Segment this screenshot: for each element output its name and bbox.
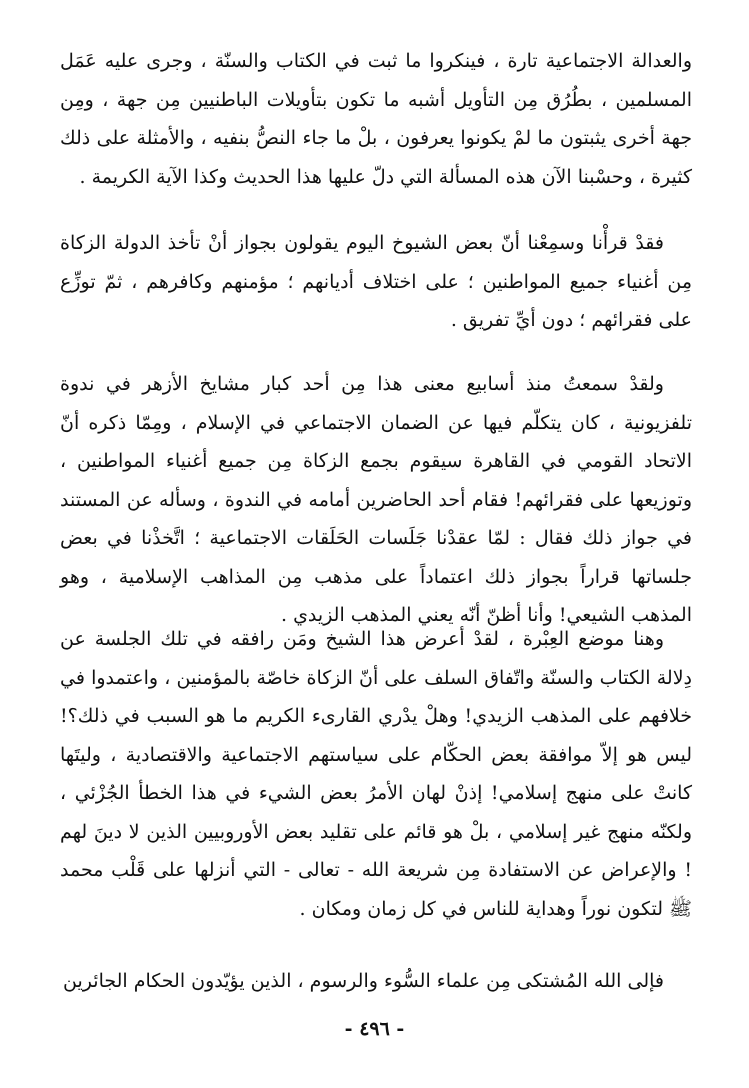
paragraph-4	[60, 620, 692, 928]
page-number: - ٤٩٦ -	[344, 1018, 405, 1040]
paragraph-text: والعدالة الاجتماعية تارة ، فينكروا ما ثبت في الكتاب والسنّة ، وجرى عليه عَمَل المسلمين ، بطُرُق مِن التأويل أشبه ما تكون بتأويلات الباطنيين مِن جهة ، ومِن جهة أخرى يثبتون ما لمْ يكونوا يعرفون ، بلْ ما جاء النصُّ بنفيه ، والأمثلة على ذلك كثيرة ، وحسْبنا الآن هذه المسألة التي دلّ عليها هذا الحديث وكذا الآية الكريمة .	[60, 50, 692, 188]
paragraph-text: فقدْ قرأْنا وسمِعْنا أنّ بعض الشيوخ اليوم يقولون بجواز أنْ تأخذ الدولة الزكاة مِن أغنياء جميع المواطنين ؛ على اختلاف أديانهم ؛ مؤمنهم وكافرهم ، ثمّ توزِّع على فقرائهم ؛ دون أيِّ تفريق .	[60, 232, 692, 331]
paragraph-text: وهنا موضع العِبْرة ، لقدْ أعرض هذا الشيخ ومَن رافقه في تلك الجلسة عن دِلالة الكتاب والسنّة واتّفاق السلف على أنّ الزكاة خاصّة بالمؤمنين ، واعتمدوا في خلافهم على المذهب الزيدي! وهلْ يدْري القارىء الكريم ما هو السبب في ذلك؟! ليس هو إلاّ موافقة بعض الحكّام على سياستهم الاجتماعية والاقتصادية ، وليتَها كانتْ على منهج إسلامي! إذنْ لهان الأمرُ بعض الشيء في هذا الخطأ الجُزْئي ، ولكنّه منهج غير إسلامي ، بلْ هو قائم على تقليد بعض الأوروبيين الذين لا دينَ لهم ! والإعراض عن الاستفادة مِن شريعة الله - تعالى - التي أنزلها على قَلْب محمد ﷺ لتكون نوراً وهداية للناس في كل زمان ومكان .	[60, 628, 692, 920]
paragraph-5	[60, 962, 692, 1001]
paragraph-text: فإلى الله المُشتكى مِن علماء السُّوء والرسوم ، الذين يؤيّدون الحكام الجائرين	[63, 970, 664, 992]
paragraph-3	[60, 365, 692, 635]
paragraph-1	[60, 42, 692, 196]
paragraph-2	[60, 224, 692, 340]
paragraph-text: ولقدْ سمعتُ منذ أسابيع معنى هذا مِن أحد كبار مشايخ الأزهر في ندوة تلفزيونية ، كان يتكلّم فيها عن الضمان الاجتماعي في الإسلام ، ومِمّا ذكره أنّ الاتحاد القومي في القاهرة سيقوم بجمع الزكاة مِن جميع أغنياء المواطنين ، وتوزيعها على فقرائهم! فقام أحد الحاضرين أمامه في الندوة ، وسأله عن المستند في جواز ذلك فقال : لمّا عقدْنا جَلَسات الحَلَقات الاجتماعية ؛ اتَّخذْنا في بعض جلساتها قراراً بجواز ذلك اعتماداً على مذهب مِن المذاهب الإسلامية ، وهو المذهب الشيعي! وأنا أظنّ أنّه يعني المذهب الزيدي .	[60, 373, 693, 626]
